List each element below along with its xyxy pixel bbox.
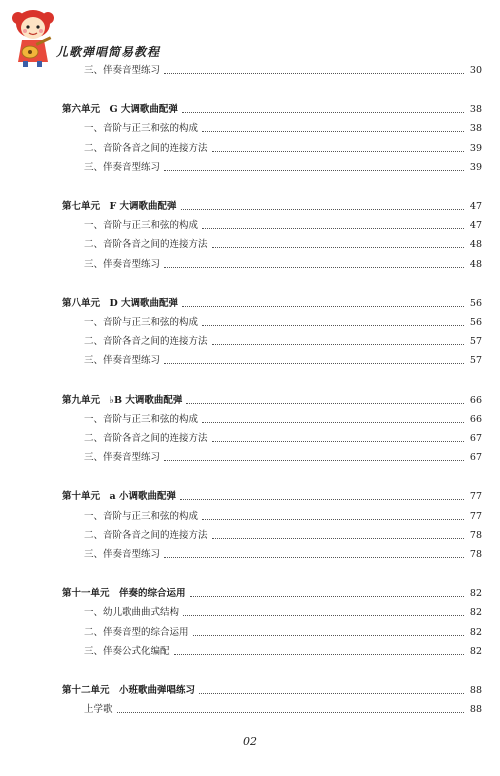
toc-leader-dots	[164, 556, 464, 558]
page-number: 02	[243, 735, 257, 748]
toc-entry-title: 二、音阶各音之间的连接方法	[84, 239, 208, 251]
toc-section-entry	[62, 528, 482, 544]
toc-entry-page: 78	[469, 529, 482, 541]
child-guitar-logo-icon	[6, 6, 62, 68]
toc-leader-dots	[117, 711, 464, 713]
toc-section-entry	[62, 702, 482, 718]
toc-entry-title: 第九单元 ♭B 大调歌曲配弹	[62, 394, 183, 406]
toc-entry-page: 77	[469, 510, 482, 522]
toc-entry-title: 三、伴奏音型练习	[84, 161, 161, 173]
toc-leader-dots	[180, 498, 464, 500]
toc-leader-dots	[199, 692, 464, 694]
toc-entry-page: 67	[469, 452, 482, 464]
toc-leader-dots	[164, 459, 464, 461]
toc-entry-page: 66	[469, 394, 482, 406]
toc-leader-dots	[181, 208, 464, 210]
toc-section-entry	[62, 218, 482, 234]
toc-entry-title: 一、音阶与正三和弦的构成	[84, 317, 199, 328]
toc-unit-entry	[62, 393, 482, 409]
toc-entry-page: 66	[469, 413, 482, 425]
toc-entry-title: 二、音阶各音之间的连接方法	[84, 433, 208, 444]
toc-leader-dots	[212, 246, 464, 248]
toc-entry-title: 二、音阶各音之间的连接方法	[84, 529, 208, 541]
toc-unit-entry	[62, 489, 482, 505]
toc-entry-page: 88	[469, 704, 482, 716]
toc-entry-title: 二、音阶各音之间的连接方法	[84, 336, 208, 348]
toc-entry-page: 56	[469, 317, 482, 328]
toc-entry-title: 三、伴奏音型练习	[84, 549, 161, 560]
toc-entry-title: 三、伴奏公式化编配	[84, 645, 170, 657]
toc-entry-page: 56	[469, 297, 482, 309]
toc-entry-title: 三、伴奏音型练习	[84, 65, 161, 76]
toc-entry-page: 30	[469, 65, 482, 76]
toc-leader-dots	[183, 614, 464, 616]
toc-entry-page: 47	[469, 220, 482, 232]
toc-leader-dots	[190, 595, 464, 597]
toc-leader-dots	[164, 169, 464, 171]
toc-leader-dots	[212, 440, 464, 442]
toc-section-entry	[62, 509, 482, 525]
toc-leader-dots	[193, 634, 464, 636]
page-header	[0, 0, 500, 70]
toc-entry-page: 38	[469, 123, 482, 135]
toc-leader-dots	[212, 537, 464, 539]
toc-entry-title: 一、幼儿歌曲曲式结构	[84, 607, 180, 619]
toc-entry-page: 57	[469, 336, 482, 348]
toc-entry-title: 一、音阶与正三和弦的构成	[84, 413, 199, 425]
toc-leader-dots	[202, 227, 464, 229]
toc-section-entry	[62, 315, 482, 331]
toc-section-entry	[62, 431, 482, 447]
toc-leader-dots	[202, 130, 464, 132]
toc-entry-title: 三、伴奏音型练习	[84, 355, 161, 367]
toc-leader-dots	[164, 72, 464, 74]
toc-leader-dots	[164, 266, 464, 268]
toc-entry-page: 39	[469, 161, 482, 173]
book-title: 儿歌弹唱简易教程	[56, 45, 161, 59]
toc-unit-entry	[62, 199, 482, 215]
toc-unit-entry	[62, 102, 482, 118]
toc-leader-dots	[164, 362, 464, 364]
toc-entry-page: 67	[469, 433, 482, 444]
toc-entry-page: 38	[469, 104, 482, 116]
toc-section-entry	[62, 605, 482, 621]
toc-leader-dots	[202, 324, 464, 326]
toc-entry-page: 82	[469, 607, 482, 619]
toc-leader-dots	[212, 150, 464, 152]
toc-leader-dots	[174, 653, 464, 655]
toc-section-entry	[62, 257, 482, 273]
toc-unit-entry	[62, 586, 482, 602]
toc-section-entry	[62, 625, 482, 641]
toc-entry-page: 78	[469, 549, 482, 560]
toc-entry-title: 三、伴奏音型练习	[84, 452, 161, 464]
toc-section-entry	[62, 141, 482, 157]
toc-entry-page: 77	[469, 491, 482, 503]
toc-entry-title: 第十二单元 小班歌曲弹唱练习	[62, 685, 196, 696]
toc-section-entry	[62, 450, 482, 466]
toc-section-entry	[62, 237, 482, 253]
toc-entry-page: 39	[469, 142, 482, 154]
toc-entry-title: 第十一单元 伴奏的综合运用	[62, 588, 186, 600]
toc-unit-entry	[62, 683, 482, 699]
toc-section-entry	[62, 121, 482, 137]
toc-entry-page: 48	[469, 258, 482, 270]
toc-unit-entry	[62, 296, 482, 312]
toc-section-entry	[62, 160, 482, 176]
toc-section-entry	[62, 547, 482, 563]
toc-leader-dots	[202, 421, 464, 423]
toc-leader-dots	[212, 343, 464, 345]
toc-entry-title: 第八单元 D 大调歌曲配弹	[62, 297, 179, 309]
toc-entry-page: 48	[469, 239, 482, 251]
toc-entry-page: 82	[469, 588, 482, 600]
toc-section-entry	[62, 334, 482, 350]
toc-entry-title: 二、伴奏音型的综合运用	[84, 626, 189, 638]
toc-section-entry	[62, 63, 482, 79]
toc-entry-title: 上学歌	[84, 704, 113, 716]
toc-entry-title: 一、音阶与正三和弦的构成	[84, 220, 199, 232]
toc-entry-page: 88	[469, 685, 482, 696]
toc-leader-dots	[186, 402, 464, 404]
toc-entry-page: 57	[469, 355, 482, 367]
toc-entry-title: 三、伴奏音型练习	[84, 258, 161, 270]
toc-leader-dots	[202, 518, 464, 520]
toc-entry-page: 47	[469, 201, 482, 212]
toc-section-entry	[62, 353, 482, 369]
toc-entry-title: 第六单元 G 大调歌曲配弹	[62, 104, 178, 116]
toc-entry-title: 一、音阶与正三和弦的构成	[84, 510, 199, 522]
toc-entry-title: 一、音阶与正三和弦的构成	[84, 123, 199, 135]
toc-entry-page: 82	[469, 626, 482, 638]
toc-entry-page: 82	[469, 645, 482, 657]
toc-entry-title: 第七单元 F 大调歌曲配弹	[62, 201, 177, 212]
toc-entry-title: 第十单元 a 小调歌曲配弹	[62, 491, 176, 503]
toc-section-entry	[62, 644, 482, 660]
toc-entry-title: 二、音阶各音之间的连接方法	[84, 142, 208, 154]
toc-leader-dots	[182, 305, 464, 307]
toc-section-entry	[62, 412, 482, 428]
toc-leader-dots	[182, 111, 464, 113]
